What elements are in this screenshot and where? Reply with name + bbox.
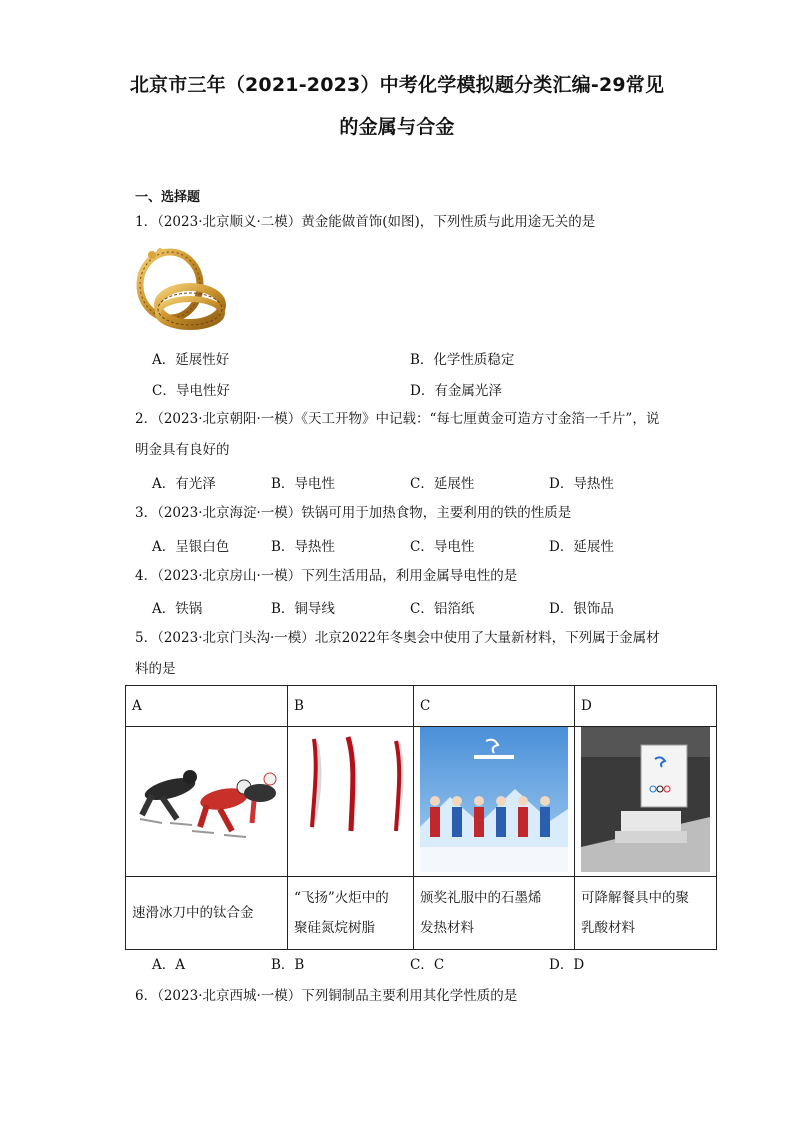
table-header-b: B	[288, 686, 414, 727]
q3-option-d[interactable]: D．延展性	[549, 539, 614, 555]
table-header-d: D	[575, 686, 717, 727]
q1-option-d[interactable]: D．有金属光泽	[410, 383, 502, 399]
document-title-line-1: 北京市三年（2021-2023）中考化学模拟题分类汇编-29常见	[129, 74, 665, 96]
q5-option-a[interactable]: A．A	[152, 957, 185, 973]
q2-option-b[interactable]: B．导电性	[271, 476, 335, 492]
desc-c: 颁奖礼服中的石墨烯 发热材料	[414, 877, 575, 950]
torch-image	[288, 727, 414, 877]
q2-option-c[interactable]: C．延展性	[410, 476, 475, 492]
q3-option-c[interactable]: C．导电性	[410, 539, 475, 555]
q3-option-a[interactable]: A．呈银白色	[152, 539, 230, 555]
gold-bracelet-image	[132, 243, 227, 331]
desc-b: “飞扬”火炬中的 聚硅氮烷树脂	[288, 877, 414, 950]
table-header-a: A	[126, 686, 288, 727]
q1-option-b[interactable]: B．化学性质稳定	[410, 352, 515, 368]
q2-option-d[interactable]: D．导热性	[549, 476, 614, 492]
question-3: 3．（2023·北京海淀·一模）铁锅可用于加热食物，主要利用的铁的性质是	[135, 505, 572, 521]
q4-option-d[interactable]: D．银饰品	[549, 601, 614, 617]
desc-d: 可降解餐具中的聚 乳酸材料	[575, 877, 717, 950]
q5-option-c[interactable]: C．C	[410, 957, 445, 973]
table-header-c: C	[414, 686, 575, 727]
question-5-line-1: 5．（2023·北京门头沟·一模）北京2022年冬奥会中使用了大量新材料，下列属于金属材	[135, 630, 660, 646]
q5-option-d[interactable]: D．D	[549, 957, 585, 973]
q4-option-c[interactable]: C．铝箔纸	[410, 601, 475, 617]
q4-option-a[interactable]: A．铁锅	[152, 601, 203, 617]
ceremony-costumes-image	[414, 727, 575, 877]
question-5-line-2: 料的是	[135, 661, 176, 677]
section-heading: 一、选择题	[135, 190, 201, 205]
q5-option-b[interactable]: B．B	[271, 957, 305, 973]
question-2-line-1: 2．（2023·北京朝阳·一模）《天工开物》中记载：“每七厘黄金可造方寸金箔一千片”，说	[135, 411, 660, 427]
q1-option-c[interactable]: C．导电性好	[152, 383, 230, 399]
question-4: 4．（2023·北京房山·一模）下列生活用品，利用金属导电性的是	[135, 568, 518, 584]
materials-table	[125, 685, 717, 950]
question-2-line-2: 明金具有良好的	[135, 442, 230, 458]
tableware-display-image	[575, 727, 717, 877]
speed-skaters-image	[126, 727, 288, 877]
q2-option-a[interactable]: A．有光泽	[152, 476, 216, 492]
document-title-line-2: 的金属与合金	[339, 116, 455, 138]
desc-a: 速滑冰刀中的钛合金	[126, 877, 288, 950]
q1-option-a[interactable]: A．延展性好	[152, 352, 230, 368]
question-1: 1．（2023·北京顺义·二模）黄金能做首饰(如图)，下列性质与此用途无关的是	[135, 214, 596, 230]
q3-option-b[interactable]: B．导热性	[271, 539, 335, 555]
q4-option-b[interactable]: B．铜导线	[271, 601, 335, 617]
question-6: 6．（2023·北京西城·一模）下列铜制品主要利用其化学性质的是	[135, 988, 518, 1004]
